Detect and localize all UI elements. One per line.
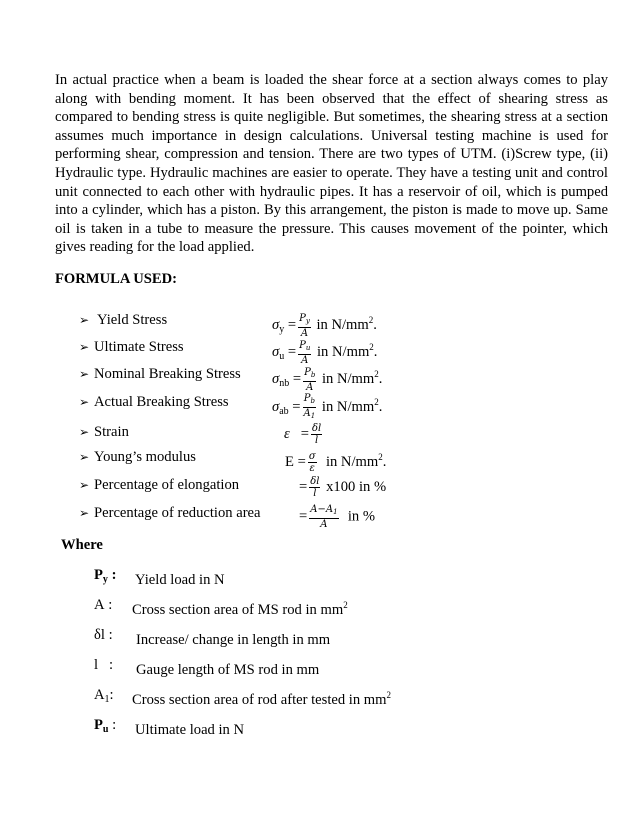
formula-row-ultimate-stress: [0, 338, 638, 366]
formula-row-percentage-reduction-area: [0, 504, 638, 532]
definition-text: Increase/ change in length in mm: [136, 632, 331, 648]
where-heading: Where: [61, 537, 103, 553]
definition-symbol: $A_1$:: [94, 687, 114, 705]
definition-text: Ultimate load in N: [135, 722, 245, 738]
formula-expression: $\sigma_u$ = $\frac{P_u}{A}$ in $N/mm^2$.: [272, 339, 378, 366]
formula-label: Percentage of elongation: [94, 477, 240, 493]
formula-row-strain: [0, 423, 638, 451]
formula-expression: $\sigma_{ab}$ = $\frac{P_b}{A_1}$ in $N/mm^2$.: [272, 393, 383, 421]
formula-expression: E = $\frac{\sigma}{\varepsilon}$ in $N/mm^2$.: [285, 451, 387, 475]
arrowhead-bullet-icon: ➢: [79, 313, 90, 327]
formula-label: Actual Breaking Stress: [94, 394, 229, 410]
formula-row-percentage-elongation: [0, 476, 638, 504]
formula-row-yield-stress: [0, 311, 638, 339]
formula-label: Young’s modulus: [94, 449, 196, 465]
definition-symbol: δl :: [94, 627, 113, 643]
formula-row-actual-breaking-stress: [0, 393, 638, 421]
arrowhead-bullet-icon: ➢: [79, 478, 90, 492]
formula-label: Strain: [94, 424, 129, 440]
arrowhead-bullet-icon: ➢: [79, 367, 90, 381]
formula-row-youngs-modulus: [0, 448, 638, 476]
formula-label: Percentage of reduction area: [94, 505, 261, 521]
arrowhead-bullet-icon: ➢: [79, 340, 90, 354]
formula-label: Ultimate Stress: [94, 339, 184, 355]
arrowhead-bullet-icon: ➢: [79, 506, 90, 520]
formula-label: Yield Stress: [97, 312, 168, 328]
arrowhead-bullet-icon: ➢: [79, 450, 90, 464]
formula-expression: = $\frac{A-A_1}{A}$ in %: [299, 504, 375, 530]
definition-symbol: l :: [94, 657, 114, 673]
arrowhead-bullet-icon: ➢: [79, 425, 90, 439]
definition-text: Gauge length of MS rod in mm: [136, 662, 320, 678]
formula-expression: ε = $\frac{\delta l}{l}$: [284, 423, 322, 446]
definition-symbol: A :: [94, 597, 113, 613]
definition-symbol: $P_y$ :: [94, 567, 117, 585]
formula-expression: $\sigma_{nb}$ = $\frac{P_b}{A}$ in $N/mm^2$.: [272, 366, 383, 393]
arrowhead-bullet-icon: ➢: [79, 395, 90, 409]
definition-symbol: $P_u$ :: [94, 717, 117, 735]
formula-row-nominal-breaking-stress: [0, 365, 638, 393]
formula-expression: $\sigma_y$ = $\frac{P_y}{A}$ in $N/mm^2$.: [272, 312, 377, 339]
formula-label: Nominal Breaking Stress: [94, 366, 241, 382]
definition-text: Cross section area of MS rod in $mm^2$: [132, 600, 348, 618]
definition-text: Yield load in N: [135, 572, 225, 588]
formula-expression: = $\frac{\delta l}{l}$ x100 in %: [299, 476, 387, 499]
formula-heading: FORMULA USED:: [55, 271, 178, 287]
intro-paragraph: In actual practice when a beam is loaded the shear force at a section always comes to play along with bending moment. It has been observed that the effect of shearing stress as compared to bending stress is quite negligible. But sometimes, the shearing stress at a section assumes much importance in design calculations. Universal testing machine is used for performing shear, compression and tension. There are two types of UTM. (i)Screw type, (ii) Hydraulic type. Hydraulic machines are easier to operate. They have a testing unit and control unit connected to each other with hydraulic pipes. It has a reservoir of oil, which is pumped into a cylinder, which has a piston. By this arrangement, the piston is made to move up. Same oil is taken in a tube to measure the pressure. This causes movement of the pointer, which gives reading for the load applied.: [55, 72, 608, 256]
definition-text: Cross section area of rod after tested in $mm^2$: [132, 690, 391, 708]
